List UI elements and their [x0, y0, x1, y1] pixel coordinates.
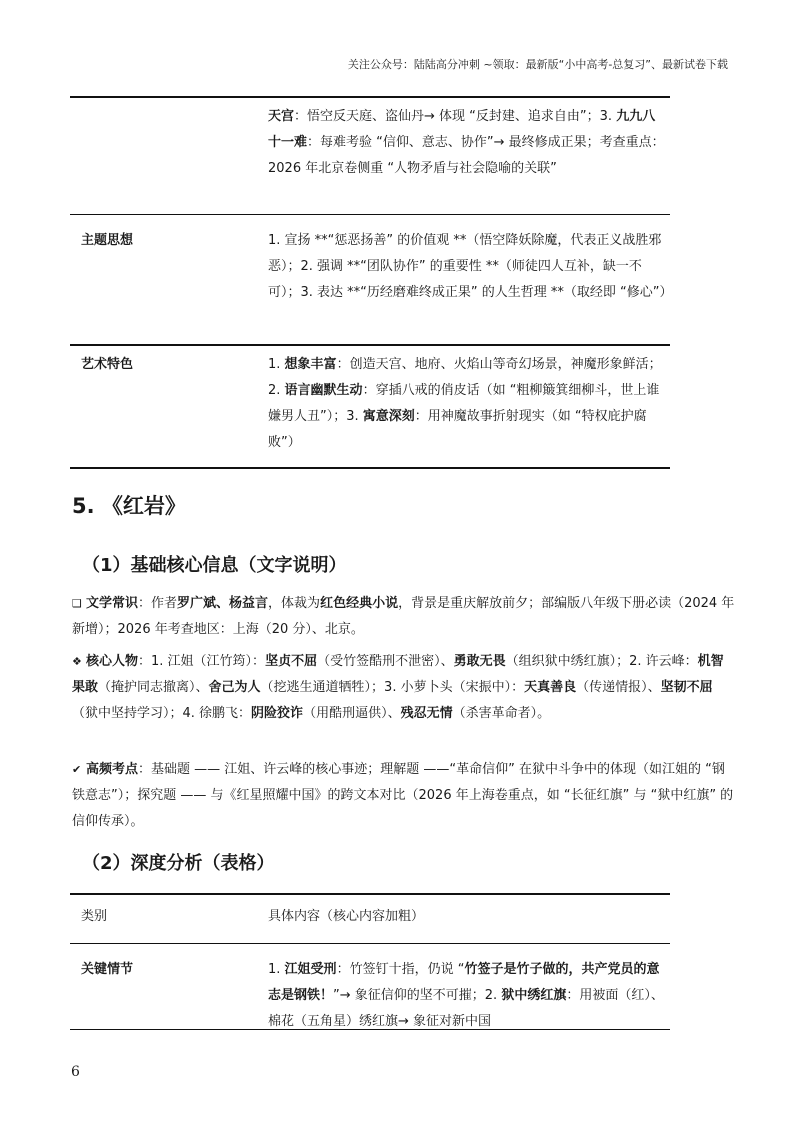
row-content-plot: 1. 江姐受刑：竹签钉十指，仍说 “竹签子是竹子做的，共产党员的意志是钢铁！”→ 象征信仰的坚不可摧；2. 狱中绣红旗：用被面（红）、棉花（五角星）绣红旗→ 象征对新中国: [268, 962, 664, 1029]
table2-header-category: 类别: [81, 909, 108, 924]
table2-header-rule: [70, 943, 670, 944]
row-label-theme: 主题思想: [81, 233, 134, 248]
row-label-plot: 关键情节: [81, 962, 134, 977]
diamond-bullet-icon: ❖: [72, 655, 82, 668]
paragraph-literature: ❑ 文学常识：作者罗广斌、杨益言，体裁为红色经典小说，背景是重庆解放前夕；部编版八年级下册必读（2024 年新增）；2026 年考查地区：上海（20 分）、北京。: [72, 591, 736, 643]
row-content-theme: 1. 宣扬 **“惩恶扬善” 的价值观 **（悟空降妖除魔，代表正义战胜邪恶）；2. 强调 **“团队协作” 的重要性 **（师徒四人互补，缺一不可）；3. 表达 **“历经磨难终成正果” 的人生哲理 **（取经即 “修心”）: [268, 233, 673, 300]
subsection-title-basic: （1）基础核心信息（文字说明）: [82, 555, 347, 576]
table2-top-rule: [70, 893, 670, 895]
table-top-rule: [70, 96, 670, 98]
row-content-art: 1. 想象丰富：创造天宫、地府、火焰山等奇幻场景，神魔形象鲜活；2. 语言幽默生动：穿插八戒的俏皮话（如 “粗柳簸箕细柳斗，世上谁嫌男人丑”）；3. 寓意深刻：用神魔故事折射现实（如 “特权庇护腐败”）: [268, 357, 662, 450]
section-title: 5. 《红岩》: [72, 494, 186, 518]
table2-row-rule: [70, 1029, 670, 1030]
table-row-divider: [70, 344, 670, 346]
subsection-title-analysis: （2）深度分析（表格）: [82, 853, 275, 874]
page-header: 关注公众号：陆陆高分冲刺 ~领取：最新版“小中高考-总复习”、最新试卷下载: [347, 58, 728, 71]
table-row-divider: [70, 214, 670, 215]
paragraph-exam-points: ✔ 高频考点：基础题 —— 江姐、许云峰的核心事迹；理解题 ——“革命信仰” 在狱中斗争中的体现（如江姐的 “钢铁意志”）；探究题 —— 与《红星照耀中国》的跨文本对比（2026 年上海卷重点，如 “长征红旗” 与 “狱中红旗” 的信仰传承）。: [72, 757, 736, 835]
page-number: 6: [71, 1064, 80, 1080]
table2-header-content: 具体内容（核心内容加粗）: [268, 909, 425, 924]
table-bottom-rule: [70, 467, 670, 469]
row-label-art: 艺术特色: [81, 357, 134, 372]
paragraph-characters: ❖ 核心人物：1. 江姐（江竹筠）：坚贞不屈（受竹签酷刑不泄密）、勇敢无畏（组织狱中绣红旗）；2. 许云峰：机智果敢（掩护同志撤离）、舍己为人（挖逃生通道牺牲）；3. 小萝卜头（宋振中）：天真善良（传递情报）、坚韧不屈（狱中坚持学习）；4. 徐鹏飞：阴险狡诈（用酷刑逼供）、残忍无情（杀害革命者）。: [72, 649, 736, 727]
square-bullet-icon: ❑: [72, 597, 82, 610]
checkmark-bullet-icon: ✔: [72, 763, 82, 776]
table-cell-continued: 天宫：悟空反天庭、盗仙丹→ 体现 “反封建、追求自由”；3. 九九八十一难：每难考验 “信仰、意志、协作”→ 最终修成正果；考查重点：2026 年北京卷侧重 “人物矛盾与社会隐喻的关联”: [268, 109, 665, 176]
